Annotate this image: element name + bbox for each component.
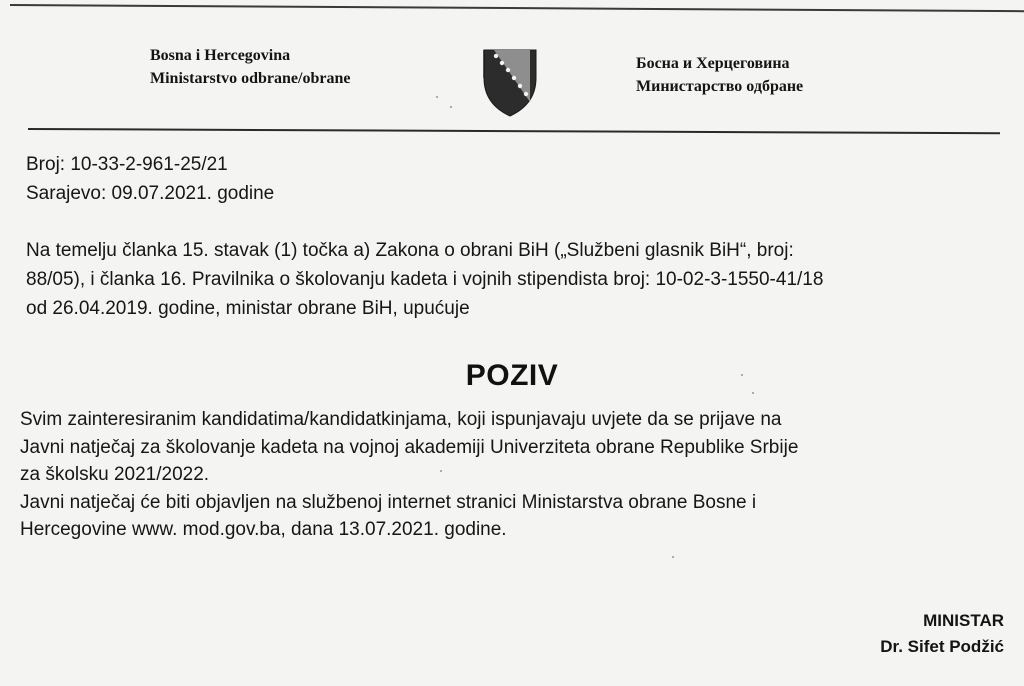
header-right-country: Босна и Херцеговина xyxy=(636,55,790,72)
body-line: za školsku 2021/2022. xyxy=(20,464,210,485)
document-title: POZIV xyxy=(465,359,559,392)
print-speck xyxy=(440,470,442,472)
reference-number: Broj: 10-33-2-961-25/21 xyxy=(26,154,228,175)
place-and-date: Sarajevo: 09.07.2021. godine xyxy=(26,183,275,204)
intro-line: od 26.04.2019. godine, ministar obrane BiH, upućuje xyxy=(26,298,470,319)
body-paragraph xyxy=(20,406,798,544)
intro-paragraph xyxy=(26,236,823,323)
header-divider xyxy=(28,128,1000,134)
top-border-line xyxy=(10,4,1024,12)
body-line: Javni natječaj će biti objavljen na službenoj internet stranici Ministarstva obrane Bosne i xyxy=(20,491,757,513)
header-left-country: Bosna i Hercegovina xyxy=(150,47,291,64)
print-speck xyxy=(752,392,754,394)
coat-of-arms-icon xyxy=(480,48,540,118)
print-speck xyxy=(741,374,743,376)
signature-role: MINISTAR xyxy=(923,611,1004,630)
header-right xyxy=(636,52,803,98)
body-line: Hercegovine www. mod.gov.ba, dana 13.07.2021. godine. xyxy=(20,519,507,540)
header-left-ministry: Ministarstvo odbrane/obrane xyxy=(150,70,351,87)
print-speck xyxy=(436,96,438,98)
intro-line: 88/05), i članka 16. Pravilnika o školovanju kadeta i vojnih stipendista broj: 10-02-3-1550-41/18 xyxy=(26,269,824,290)
intro-line: Na temelju članka 15. stavak (1) točka a) Zakona o obrani BiH („Službeni glasnik BiH“, broj: xyxy=(26,240,794,261)
header-left xyxy=(150,44,350,90)
header-right-ministry: Министарство одбране xyxy=(636,78,804,95)
body-line: Svim zainteresiranim kandidatima/kandidatkinjama, koji ispunjavaju uvjete da se prijave na xyxy=(20,409,782,430)
print-speck xyxy=(450,106,452,108)
signature-block xyxy=(880,608,1004,660)
body-line: Javni natječaj za školovanje kadeta na vojnoj akademiji Univerziteta obrane Republike Srbije xyxy=(20,436,799,458)
document-meta xyxy=(26,150,274,208)
print-speck xyxy=(672,556,674,558)
signature-name: Dr. Sifet Podžić xyxy=(880,637,1004,656)
